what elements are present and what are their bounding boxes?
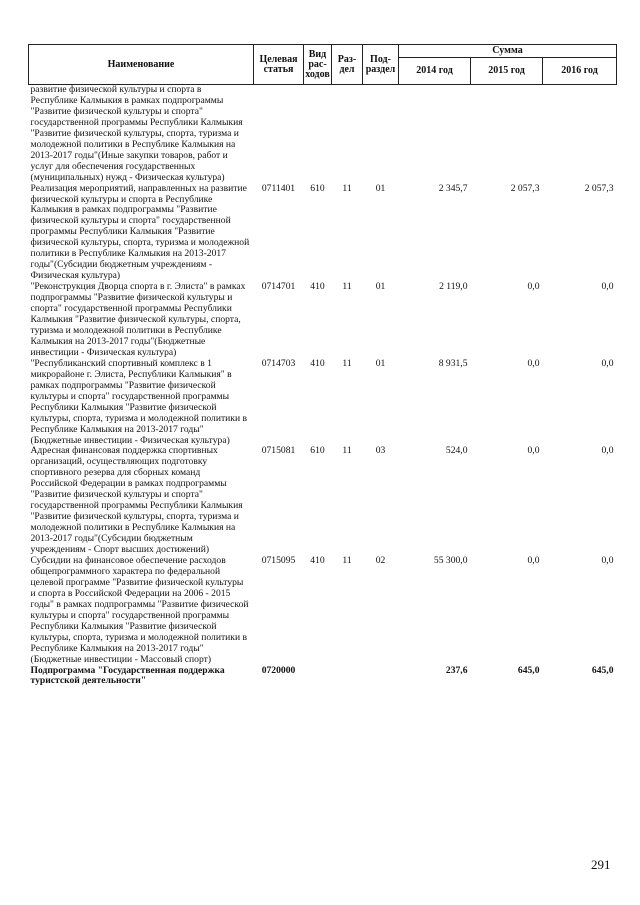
- row-amount-2016: 645,0: [591, 664, 614, 676]
- row-expense-type: [304, 85, 332, 184]
- page-number: 291: [591, 857, 611, 872]
- row-section: 11: [342, 554, 352, 566]
- row-target-article: 0715095: [261, 554, 296, 566]
- budget-table: [28, 44, 617, 687]
- header-expense-type: Вид рас-ходов: [304, 45, 332, 85]
- row-target-article: [254, 85, 304, 184]
- row-section: [332, 85, 363, 184]
- table-row: [29, 85, 617, 184]
- row-name: "Реконструкция Дворца спорта в г. Элиста" в рамках подпрограммы "Развитие физической культуры и спорта" государственной программы Республики Калмыкия "Развитие физической культуры, спорта, туризма и молодежной политики в Республике Калмыкия на 2013-2017 годы"(Бюджетные инвестиции - Физическая культура): [30, 281, 246, 358]
- row-amount-2014: 524,0: [445, 445, 468, 457]
- row-amount-2015: 0,0: [527, 554, 540, 566]
- row-name: Субсидии на финансовое обеспечение расходов общепрограммного характера по федеральной целевой программе "Развитие физической культуры и спорта в Российской Федерации на 2006 - 2015 годы" в рамках подпрограммы "Развитие физической культуры и спорта" государственной программы Республики Калмыкия "Развитие физической культуры, спорта, туризма и молодежной политики в Республике Калмыкия на 2013-2017 годы"(Бюджетные инвестиции - Массовый спорт): [30, 554, 249, 665]
- table-row: [29, 282, 617, 359]
- row-target-article: 0715081: [261, 445, 296, 457]
- row-subsection: 01: [375, 182, 386, 194]
- table-header: [29, 45, 617, 85]
- row-amount-2015: 2 057,3: [510, 182, 540, 194]
- row-amount-2016: 0,0: [601, 445, 614, 457]
- row-subsection: 03: [375, 445, 386, 457]
- row-expense-type: 410: [310, 281, 325, 293]
- row-name: Подпрограмма "Государственная поддержка туристской деятельности": [30, 664, 225, 687]
- row-name: Реализация мероприятий, направленных на развитие физической культуры и спорта в Республике Калмыкия в рамках подпрограммы "Развитие физической культуры и спорта" государственной программы Республики Калмыкия "Развитие физической культуры, спорта, туризма и молодежной политики в Республике Калмыкия на 2013-2017 годы"(Субсидии бюджетным учреждениям - Физическая культура): [30, 182, 250, 282]
- row-amount-2015: 0,0: [527, 357, 540, 369]
- table-row: [29, 666, 617, 688]
- table-row: [29, 446, 617, 556]
- row-subsection: 02: [375, 554, 386, 566]
- row-amount-2016: [543, 85, 617, 184]
- row-amount-2016: 0,0: [601, 281, 614, 293]
- table-row: [29, 184, 617, 283]
- row-amount-2014: 237,6: [445, 664, 468, 676]
- row-name: Адресная финансовая поддержка спортивных организаций, осуществляющих подготовку спортивного резерва для сборных команд Российской Федерации в рамках подпрограммы "Развитие физической культуры и спорта" государственной программы Республики Калмыкия "Развитие физической культуры, спорта, туризма и молодежной политики в Республике Калмыкия на 2013-2017 годы"(Субсидии бюджетным учреждениям - Спорт высших достижений): [30, 445, 243, 556]
- row-section: 11: [342, 182, 352, 194]
- row-amount-2015: 0,0: [527, 445, 540, 457]
- row-name: развитие физической культуры и спорта в Республике Калмыкия в рамках подпрограммы "Развитие физической культуры и спорта" государственной программы Республики Калмыкия "Развитие физической культуры, спорта, туризма и молодежной политики в Республике Калмыкия на 2013-2017 годы"(Иные закупки товаров, работ и услуг для обеспечения государственных (муниципальных) нужд - Физическая культура): [30, 84, 243, 183]
- header-name: Наименование: [29, 45, 254, 85]
- header-sum: Сумма: [399, 45, 617, 58]
- header-target-article: Целевая статья: [254, 45, 304, 85]
- header-section: Раз-дел: [332, 45, 363, 85]
- table-row: [29, 556, 617, 666]
- row-target-article: 0720000: [261, 664, 296, 676]
- row-amount-2015: 0,0: [527, 281, 540, 293]
- row-amount-2014: 2 119,0: [439, 281, 468, 293]
- header-year-2014: 2014 год: [399, 58, 471, 85]
- row-expense-type: 610: [310, 182, 325, 194]
- header-subsection: Под-раздел: [363, 45, 399, 85]
- row-subsection: 01: [375, 357, 386, 369]
- row-subsection: 01: [375, 281, 386, 293]
- row-section: [332, 666, 363, 688]
- table-body: [29, 85, 617, 688]
- row-subsection: [363, 85, 399, 184]
- row-expense-type: [304, 666, 332, 688]
- row-target-article: 0711401: [261, 182, 296, 194]
- row-expense-type: 610: [310, 445, 325, 457]
- row-subsection: [363, 666, 399, 688]
- row-target-article: 0714701: [261, 281, 296, 293]
- row-amount-2016: 2 057,3: [584, 182, 614, 194]
- row-expense-type: 410: [310, 357, 325, 369]
- row-section: 11: [342, 445, 352, 457]
- header-year-2016: 2016 год: [543, 58, 617, 85]
- row-section: 11: [342, 357, 352, 369]
- row-expense-type: 410: [310, 554, 325, 566]
- row-amount-2015: 645,0: [517, 664, 540, 676]
- row-amount-2016: 0,0: [601, 554, 614, 566]
- row-amount-2014: 2 345,7: [438, 182, 468, 194]
- row-amount-2014: 55 300,0: [433, 554, 468, 566]
- header-year-2015: 2015 год: [471, 58, 543, 85]
- row-amount-2014: [399, 85, 471, 184]
- row-amount-2016: 0,0: [601, 357, 614, 369]
- row-target-article: 0714703: [261, 357, 296, 369]
- row-name: "Республиканский спортивный комплекс в 1 микрорайоне г. Элиста, Республики Калмыкия" в рамках подпрограммы "Развитие физической культуры и спорта" государственной программы Республики Калмыкия "Развитие физической культуры, спорта, туризма и молодежной политики в Республике Калмыкия на 2013-2017 годы"(Бюджетные инвестиции - Физическая культура): [30, 357, 248, 446]
- table-row: [29, 359, 617, 447]
- row-amount-2015: [471, 85, 543, 184]
- row-amount-2014: 8 931,5: [438, 357, 468, 369]
- row-section: 11: [342, 281, 352, 293]
